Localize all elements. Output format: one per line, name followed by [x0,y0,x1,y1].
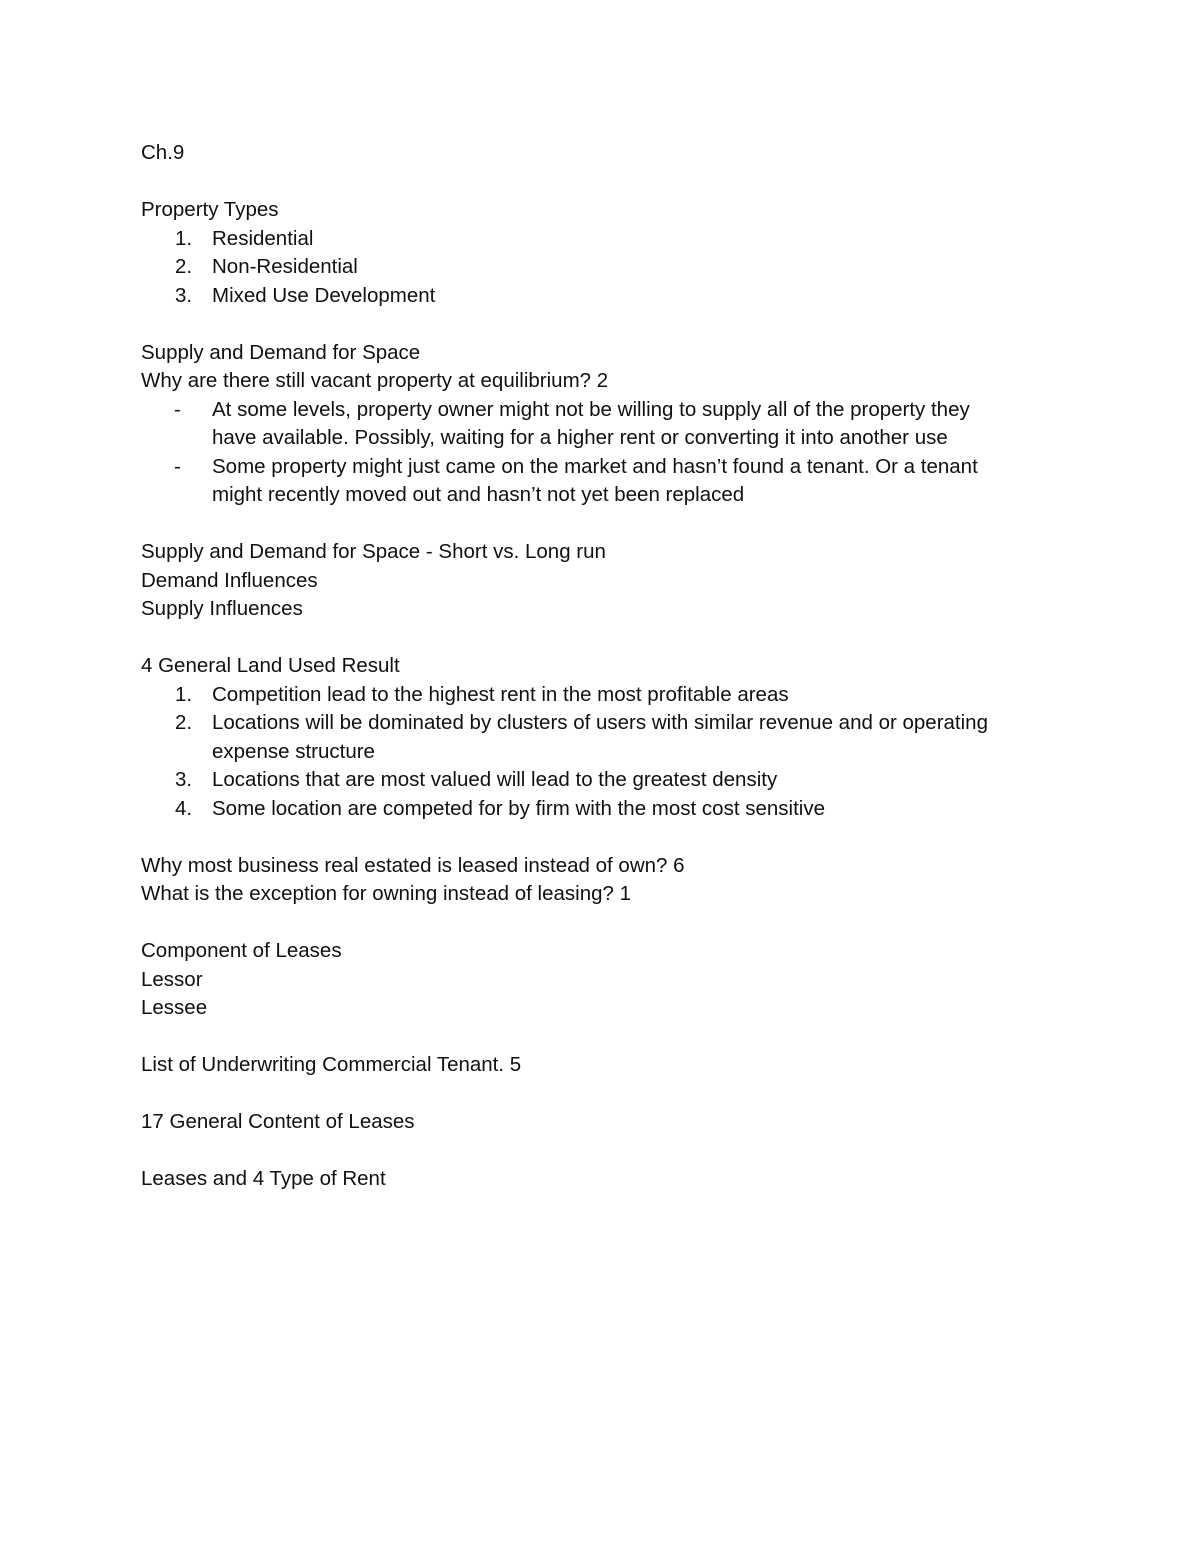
document-body [141,139,1061,1194]
underwriting-line: List of Underwriting Commercial Tenant. 5 [141,1053,522,1076]
list-item-text: Mixed Use Development [212,283,436,307]
lessor-line: Lessor [141,967,203,991]
spacer [141,1080,1061,1109]
spacer [141,310,1061,339]
list-item-text-line: might recently moved out and hasn’t not yet been replaced [212,483,745,506]
list-item-text-line: Some location are competed for by firm with the most cost sensitive [212,796,825,820]
list-item [141,453,1061,510]
lessee-line: Lessee [141,996,208,1019]
list-number: 3. [175,768,193,791]
supply-demand-heading: Supply and Demand for Space [141,340,421,364]
list-item [141,795,1061,824]
list-number: 3. [175,283,193,307]
vacancy-question: Why are there still vacant property at equilibrium? 2 [141,369,609,392]
list-item-text-line: have available. Possibly, waiting for a higher rent or converting it into another use [212,426,948,449]
spacer [141,510,1061,539]
spacer [141,909,1061,938]
dash-bullet: - [174,397,181,421]
list-item-text-line: Locations will be dominated by clusters of users with similar revenue and or operating [212,711,988,734]
list-item [141,282,1061,311]
spacer [141,624,1061,653]
list-item-text: Non-Residential [212,255,358,278]
chapter-title: Ch.9 [141,141,185,164]
land-use-heading: 4 General Land Used Result [141,654,400,677]
demand-influences: Demand Influences [141,568,318,592]
lease-components-heading: Component of Leases [141,939,342,962]
spacer [141,823,1061,852]
list-item-text-line: At some levels, property owner might not be willing to supply all of the property they [212,397,970,421]
spacer [141,1023,1061,1052]
short-long-run-heading: Supply and Demand for Space - Short vs. Long run [141,540,606,563]
list-item [141,681,1061,710]
property-types-heading: Property Types [141,198,279,221]
spacer [141,168,1061,197]
list-number: 1. [175,226,193,250]
list-item [141,709,1061,766]
land-use-list [141,681,1061,824]
property-types-list [141,225,1061,311]
list-item-text-line: Some property might just came on the market and hasn’t found a tenant. Or a tenant [212,454,978,478]
general-content-line: 17 General Content of Leases [141,1110,415,1133]
list-number: 1. [175,682,193,706]
list-number: 2. [175,255,193,278]
list-number: 4. [175,796,193,820]
list-item [141,396,1061,453]
owning-exception-question: What is the exception for owning instead of leasing? 1 [141,882,632,905]
supply-influences: Supply Influences [141,597,303,620]
list-item-text-line: expense structure [212,739,375,763]
spacer [141,1137,1061,1166]
list-item-text-line: Competition lead to the highest rent in the most profitable areas [212,682,789,706]
list-number: 2. [175,711,193,734]
vacancy-bullet-list [141,396,1061,510]
list-item-text: Residential [212,226,314,250]
list-item [141,253,1061,282]
rent-types-line: Leases and 4 Type of Rent [141,1167,386,1190]
list-item-text-line: Locations that are most valued will lead to the greatest density [212,768,778,791]
dash-bullet: - [174,454,181,478]
list-item [141,766,1061,795]
leased-question: Why most business real estated is leased instead of own? 6 [141,853,685,877]
list-item [141,225,1061,254]
